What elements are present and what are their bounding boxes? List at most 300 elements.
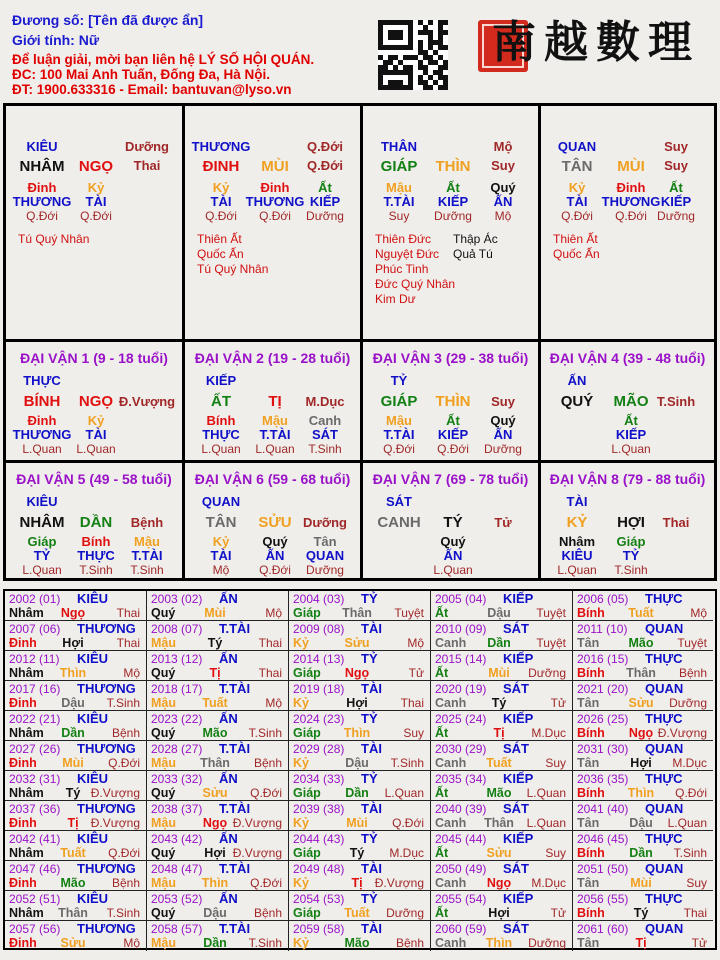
heavenly-stem: Giáp [293, 786, 321, 800]
heavenly-stem: Nhâm [9, 846, 44, 860]
hidden-stem: Đinh [260, 180, 290, 195]
ten-god-label: TỶ [390, 373, 408, 388]
annual-cell [431, 891, 573, 921]
annual-cell [431, 921, 573, 951]
earthly-branch: Mùi [204, 606, 226, 620]
dai-van-cell [185, 463, 363, 578]
pillar-cell [185, 106, 363, 342]
hidden-ten-god: TÀI [210, 194, 232, 209]
year-label: 2037 (36) [9, 802, 61, 816]
life-stage: Dưỡng [669, 696, 707, 710]
year-label: 2009 (08) [293, 622, 345, 636]
annual-cell [431, 621, 573, 651]
life-stage: Q.Đới [675, 786, 707, 800]
hidden-ten-god: ẤN [493, 427, 513, 442]
earthly-branch: Tị [493, 726, 505, 740]
annual-cell [289, 651, 431, 681]
year-label: 2010 (09) [435, 622, 487, 636]
annual-cell [147, 621, 289, 651]
heavenly-stem: Ất [435, 606, 449, 620]
earthly-branch: Thìn [201, 876, 229, 890]
life-stage-top: Suy [664, 139, 688, 154]
hidden-ten-god: ẤN [493, 194, 513, 209]
year-label: 2039 (38) [293, 802, 345, 816]
heavenly-stem: Mậu [151, 876, 176, 890]
star-item: Phúc Tinh [375, 262, 429, 276]
annual-cell [573, 891, 713, 921]
year-label: 2019 (18) [293, 682, 345, 696]
heavenly-stem: Tân [577, 636, 600, 650]
annual-cell [573, 651, 713, 681]
year-label: 2043 (42) [151, 832, 203, 846]
hidden-stem: Nhâm [558, 534, 596, 549]
annual-cell [147, 861, 289, 891]
annual-cell [289, 801, 431, 831]
dai-van-cell [185, 342, 363, 463]
ten-god-label: ẤN [219, 651, 238, 666]
header [0, 0, 720, 100]
year-label: 2057 (56) [9, 922, 61, 936]
hidden-ten-god: TÀI [566, 194, 588, 209]
ten-god-label: KIÊU [77, 771, 109, 786]
year-label: 2013 (12) [151, 652, 203, 666]
ten-god-label: THỰC [645, 711, 683, 726]
heavenly-stem: Canh [435, 696, 467, 710]
heavenly-stem: Ất [435, 906, 449, 920]
hidden-stem: Canh [308, 413, 342, 428]
hidden-life-stage: L.Quan [433, 563, 473, 577]
hidden-life-stage: L.Quan [22, 442, 62, 456]
star-item: Kim Dư [375, 292, 416, 306]
life-stage: Thai [662, 515, 690, 530]
hidden-ten-god: KIẾP [437, 427, 469, 442]
ten-god-label: ẤN [219, 891, 238, 906]
life-stage-top: Dưỡng [125, 139, 169, 154]
heavenly-stem: Tân [577, 816, 600, 830]
earthly-branch: Dậu [61, 696, 85, 710]
year-label: 2022 (21) [9, 712, 61, 726]
heavenly-stem: GIÁP [380, 158, 418, 175]
hidden-ten-god: KIẾP [660, 194, 692, 209]
heavenly-stem: ĐINH [202, 158, 240, 175]
heavenly-stem: Nhâm [9, 726, 44, 740]
ten-god-label: KIÊU [77, 891, 109, 906]
earthly-branch: Hợi [204, 846, 226, 860]
earthly-branch: Tị [67, 816, 79, 830]
heavenly-stem: TÂN [205, 514, 237, 531]
earthly-branch: Mão [202, 726, 228, 740]
ten-god-label: QUAN [645, 801, 684, 816]
hidden-life-stage: T.Sinh [308, 442, 342, 456]
earthly-branch: Tý [491, 696, 507, 710]
hidden-stem: Mậu [262, 413, 288, 428]
annual-cell [147, 921, 289, 951]
earthly-branch: Dậu [629, 816, 653, 830]
ten-god-label: SÁT [503, 921, 529, 936]
heavenly-stem: GIÁP [380, 393, 418, 410]
year-label: 2042 (41) [9, 832, 61, 846]
hidden-life-stage: Q.Đới [259, 563, 291, 577]
hidden-stem: Mậu [386, 413, 412, 428]
star-item: Quốc Ấn [553, 247, 600, 261]
earthly-branch: Thân [342, 606, 372, 620]
hidden-life-stage: Mộ [494, 209, 512, 223]
life-stage: Mộ [265, 696, 282, 710]
heavenly-stem: Đinh [9, 696, 37, 710]
ten-god-label: KIẾP [503, 711, 534, 726]
hidden-stem: Bính [81, 534, 111, 549]
life-stage: Đ.Vượng [657, 726, 707, 740]
life-stage: Suy [545, 756, 566, 770]
year-label: 2040 (39) [435, 802, 487, 816]
earthly-branch: Sửu [60, 936, 86, 950]
hidden-ten-god: THỰC [77, 548, 115, 563]
earthly-branch: TỊ [268, 393, 282, 410]
year-label: 2003 (02) [151, 592, 203, 606]
annual-cell [289, 921, 431, 951]
life-stage: M.Dục [531, 876, 566, 890]
year-label: 2030 (29) [435, 742, 487, 756]
hidden-ten-god: SÁT [312, 427, 338, 442]
hidden-ten-god: KIẾP [309, 194, 341, 209]
client-name: Đương số: [Tên đã được ẩn] [12, 12, 204, 28]
annual-cell [573, 921, 713, 951]
hidden-ten-god: TÀI [85, 194, 107, 209]
life-stage: Tử [550, 696, 566, 710]
heavenly-stem: Kỷ [293, 756, 309, 770]
heavenly-stem: Nhâm [9, 906, 44, 920]
ten-god-label: THỰC [645, 651, 683, 666]
ten-god-label: KIẾP [503, 831, 534, 846]
life-stage: Suy [491, 394, 515, 409]
heavenly-stem: Canh [435, 816, 467, 830]
annual-cell [5, 891, 147, 921]
earthly-branch: Sửu [344, 636, 370, 650]
earthly-branch: Tý [207, 636, 223, 650]
year-label: 2038 (37) [151, 802, 203, 816]
heavenly-stem: Ất [435, 846, 449, 860]
ten-god-label: THƯƠNG [77, 741, 136, 756]
year-label: 2024 (23) [293, 712, 345, 726]
life-stage: L.Quan [526, 786, 566, 800]
life-stage: T.Sinh [673, 846, 707, 860]
hidden-stem: Đinh [616, 180, 646, 195]
year-label: 2002 (01) [9, 592, 61, 606]
life-stage: Thai [116, 636, 140, 650]
ten-god-label: T.TÀI [219, 621, 251, 636]
heavenly-stem: QUÝ [560, 393, 594, 410]
life-stage: Bệnh [111, 876, 140, 890]
hidden-life-stage: Q.Đới [80, 209, 112, 223]
year-label: 2058 (57) [151, 922, 203, 936]
year-label: 2035 (34) [435, 772, 487, 786]
life-stage: Tuyệt [394, 606, 424, 620]
annual-cell [289, 741, 431, 771]
life-stage: Thai [258, 666, 282, 680]
annual-cell [5, 621, 147, 651]
earthly-branch: DẦN [79, 514, 113, 531]
ten-god-label: TỶ [361, 771, 378, 786]
heavenly-stem: KỶ [566, 514, 588, 531]
ten-god-label: QUAN [645, 681, 684, 696]
ten-god-label: SÁT [503, 621, 529, 636]
life-stage: Q.Đới [108, 756, 140, 770]
hidden-life-stage: Q.Đới [383, 442, 415, 456]
earthly-branch: MÙI [261, 158, 289, 175]
heavenly-stem: Kỷ [293, 876, 309, 890]
annual-cell [5, 831, 147, 861]
year-label: 2047 (46) [9, 862, 61, 876]
hidden-ten-god: T.TÀI [383, 427, 415, 442]
earthly-branch: Mùi [346, 816, 368, 830]
earthly-branch: NGỌ [78, 393, 114, 410]
hidden-life-stage: L.Quan [611, 442, 651, 456]
dai-van-title: ĐẠI VẬN 4 (39 - 48 tuổi) [549, 350, 706, 366]
life-stage: Suy [686, 876, 707, 890]
heavenly-stem: NHÂM [19, 158, 65, 175]
life-stage: Bệnh [253, 756, 282, 770]
hidden-ten-god: THỰC [202, 427, 240, 442]
earthly-branch: Sửu [486, 846, 512, 860]
year-label: 2026 (25) [577, 712, 629, 726]
star-item: Thiên Ất [197, 232, 242, 246]
life-stage: Mộ [123, 936, 140, 950]
hidden-stem: Kỷ [87, 413, 105, 428]
year-label: 2016 (15) [577, 652, 629, 666]
ten-god-label: TÀI [361, 801, 382, 816]
life-stage: T.Sinh [106, 906, 140, 920]
pillar-cell [541, 106, 714, 342]
heavenly-stem: Bính [577, 906, 605, 920]
heavenly-stem: Canh [435, 876, 467, 890]
life-stage: Dưỡng [386, 906, 424, 920]
contact-line-1: Để luận giải, mời bạn liên hệ LÝ SỐ HỘI QUÁN. [12, 52, 315, 67]
hidden-stem: Kỷ [212, 180, 230, 195]
hidden-stem: Quý [262, 534, 288, 549]
dai-van-title: ĐẠI VẬN 6 (59 - 68 tuổi) [194, 471, 351, 487]
hidden-stem: Ất [318, 180, 332, 195]
year-label: 2059 (58) [293, 922, 345, 936]
annual-cell [289, 621, 431, 651]
ten-god-label: THÂN [380, 139, 418, 154]
earthly-branch: Dần [487, 636, 511, 650]
hidden-stem: Kỷ [568, 180, 586, 195]
life-stage: Q.Đới [392, 816, 424, 830]
heavenly-stem: Bính [577, 666, 605, 680]
year-label: 2054 (53) [293, 892, 345, 906]
life-stage: Tuyệt [536, 636, 566, 650]
heavenly-stem: Tân [577, 936, 600, 950]
dai-van-cell [363, 342, 541, 463]
earthly-branch: Thìn [59, 666, 87, 680]
earthly-branch: Dậu [203, 906, 227, 920]
earthly-branch: Mão [486, 786, 512, 800]
earthly-branch: Hợi [346, 696, 368, 710]
ten-god-label: THƯƠNG [191, 139, 251, 154]
life-stage: M.Dục [389, 846, 424, 860]
ten-god-label: KIÊU [77, 711, 109, 726]
earthly-branch: Dần [629, 846, 653, 860]
year-label: 2011 (10) [577, 622, 628, 636]
earthly-branch: Dần [203, 936, 227, 950]
earthly-branch: Hợi [630, 756, 652, 770]
annual-cell [431, 591, 573, 621]
hidden-ten-god: T.TÀI [259, 427, 291, 442]
annual-cell [5, 801, 147, 831]
life-stage: Q.Đới [250, 786, 282, 800]
earthly-branch: Tuất [202, 696, 228, 710]
hidden-ten-god: TÀI [85, 427, 107, 442]
life-stage: Q.Đới [307, 158, 343, 173]
earthly-branch: Mùi [488, 666, 510, 680]
annual-cell [147, 711, 289, 741]
heavenly-stem: Nhâm [9, 606, 44, 620]
year-label: 2015 (14) [435, 652, 487, 666]
earthly-branch: Dần [61, 726, 85, 740]
heavenly-stem: Đinh [9, 876, 37, 890]
heavenly-stem: Bính [577, 846, 605, 860]
ten-god-label: QUAN [645, 621, 684, 636]
hidden-life-stage: T.Sinh [130, 563, 164, 577]
ten-god-label: T.TÀI [219, 921, 251, 936]
earthly-branch: Ngọ [344, 666, 370, 680]
hidden-life-stage: Q.Đới [561, 209, 593, 223]
heavenly-stem: Canh [435, 636, 467, 650]
ten-god-label: ẤN [219, 771, 238, 786]
year-label: 2041 (40) [577, 802, 629, 816]
hidden-ten-god: THƯƠNG [245, 194, 305, 209]
ten-god-label: KIẾP [205, 373, 237, 388]
annual-cell [5, 591, 147, 621]
year-label: 2004 (03) [293, 592, 345, 606]
year-label: 2033 (32) [151, 772, 203, 786]
annual-cell [431, 801, 573, 831]
life-stage: Đ.Vượng [232, 816, 282, 830]
year-label: 2049 (48) [293, 862, 345, 876]
earthly-branch: Mão [628, 636, 654, 650]
heavenly-stem: Đinh [9, 816, 37, 830]
annual-cell [573, 771, 713, 801]
ten-god-label: ẤN [219, 591, 238, 606]
life-stage: M.Dục [305, 394, 345, 409]
ten-god-label: TÀI [566, 494, 588, 509]
life-stage: Dưỡng [528, 666, 566, 680]
ten-god-label: SÁT [503, 681, 529, 696]
hidden-ten-god: ẤN [265, 548, 285, 563]
earthly-branch: Tuất [486, 756, 512, 770]
annual-cell [147, 831, 289, 861]
earthly-branch: Thìn [343, 726, 371, 740]
ten-god-label: T.TÀI [219, 741, 251, 756]
star-item: Thiên Ất [553, 232, 598, 246]
hidden-stem: Mậu [386, 180, 412, 195]
year-label: 2053 (52) [151, 892, 203, 906]
year-label: 2020 (19) [435, 682, 487, 696]
ten-god-label: QUAN [201, 494, 241, 509]
life-stage: Dưỡng [528, 936, 566, 950]
hidden-life-stage: T.Sinh [79, 563, 113, 577]
hidden-ten-god: THƯƠNG [12, 194, 72, 209]
hidden-life-stage: Dưỡng [306, 563, 344, 577]
ten-god-label: THỰC [645, 591, 683, 606]
star-item: Tú Quý Nhân [197, 262, 269, 276]
year-label: 2023 (22) [151, 712, 203, 726]
year-label: 2060 (59) [435, 922, 487, 936]
year-label: 2029 (28) [293, 742, 345, 756]
year-label: 2055 (54) [435, 892, 487, 906]
hidden-ten-god: THƯƠNG [12, 427, 72, 442]
annual-cell [431, 771, 573, 801]
earthly-branch: Sửu [202, 786, 228, 800]
annual-cell [147, 891, 289, 921]
year-label: 2007 (06) [9, 622, 61, 636]
heavenly-stem: Tân [577, 696, 600, 710]
ten-god-label: SÁT [503, 801, 529, 816]
heavenly-stem: Bính [577, 726, 605, 740]
life-stage: Tử [408, 666, 424, 680]
dai-van-cell [363, 463, 541, 578]
earthly-branch: Thìn [627, 786, 655, 800]
earthly-branch: Thân [58, 906, 88, 920]
ten-god-label: THƯƠNG [77, 681, 136, 696]
hidden-stem: Ất [446, 413, 460, 428]
life-stage: Mộ [123, 666, 140, 680]
life-stage: Bệnh [253, 906, 282, 920]
heavenly-stem: Mậu [151, 636, 176, 650]
hidden-stem: Quý [490, 413, 516, 428]
hidden-stem: Mậu [134, 534, 160, 549]
earthly-branch: Sửu [628, 696, 654, 710]
annual-cell [5, 681, 147, 711]
annual-cell [289, 831, 431, 861]
ten-god-label: TÀI [361, 861, 382, 876]
ten-god-label: TỶ [361, 651, 378, 666]
life-stage: M.Dục [531, 726, 566, 740]
ten-god-label: ẤN [219, 711, 238, 726]
annual-cell [431, 831, 573, 861]
ten-god-label: TỶ [361, 831, 378, 846]
star-item: Đức Quý Nhân [375, 277, 456, 291]
life-stage: Mộ [407, 636, 424, 650]
hidden-life-stage: Q.Đới [437, 442, 469, 456]
contact-line-2: ĐC: 100 Mai Anh Tuấn, Đống Đa, Hà Nội. [12, 67, 271, 82]
year-label: 2050 (49) [435, 862, 487, 876]
earthly-branch: Thân [484, 816, 514, 830]
annual-cell [147, 651, 289, 681]
dai-van-cell [541, 342, 714, 463]
ten-god-label: TÀI [361, 621, 382, 636]
life-stage: Q.Đới [250, 876, 282, 890]
annual-cell [147, 771, 289, 801]
annual-cell [289, 861, 431, 891]
heavenly-stem: TÂN [561, 158, 593, 175]
life-stage: Thai [400, 696, 424, 710]
year-label: 2018 (17) [151, 682, 203, 696]
life-stage: L.Quan [384, 786, 424, 800]
star-item: Quốc Ấn [197, 247, 244, 261]
hidden-life-stage: Suy [388, 209, 410, 223]
earthly-branch: Tị [635, 936, 647, 950]
annual-cell [5, 711, 147, 741]
hidden-life-stage: T.Sinh [614, 563, 648, 577]
dai-van-title: ĐẠI VẬN 2 (19 - 28 tuổi) [194, 350, 351, 366]
ten-god-label: KIÊU [26, 139, 58, 154]
annual-cell [573, 861, 713, 891]
earthly-branch: Tị [351, 876, 363, 890]
heavenly-stem: Mậu [151, 756, 176, 770]
life-stage: L.Quan [526, 816, 566, 830]
heavenly-stem: Canh [435, 756, 467, 770]
